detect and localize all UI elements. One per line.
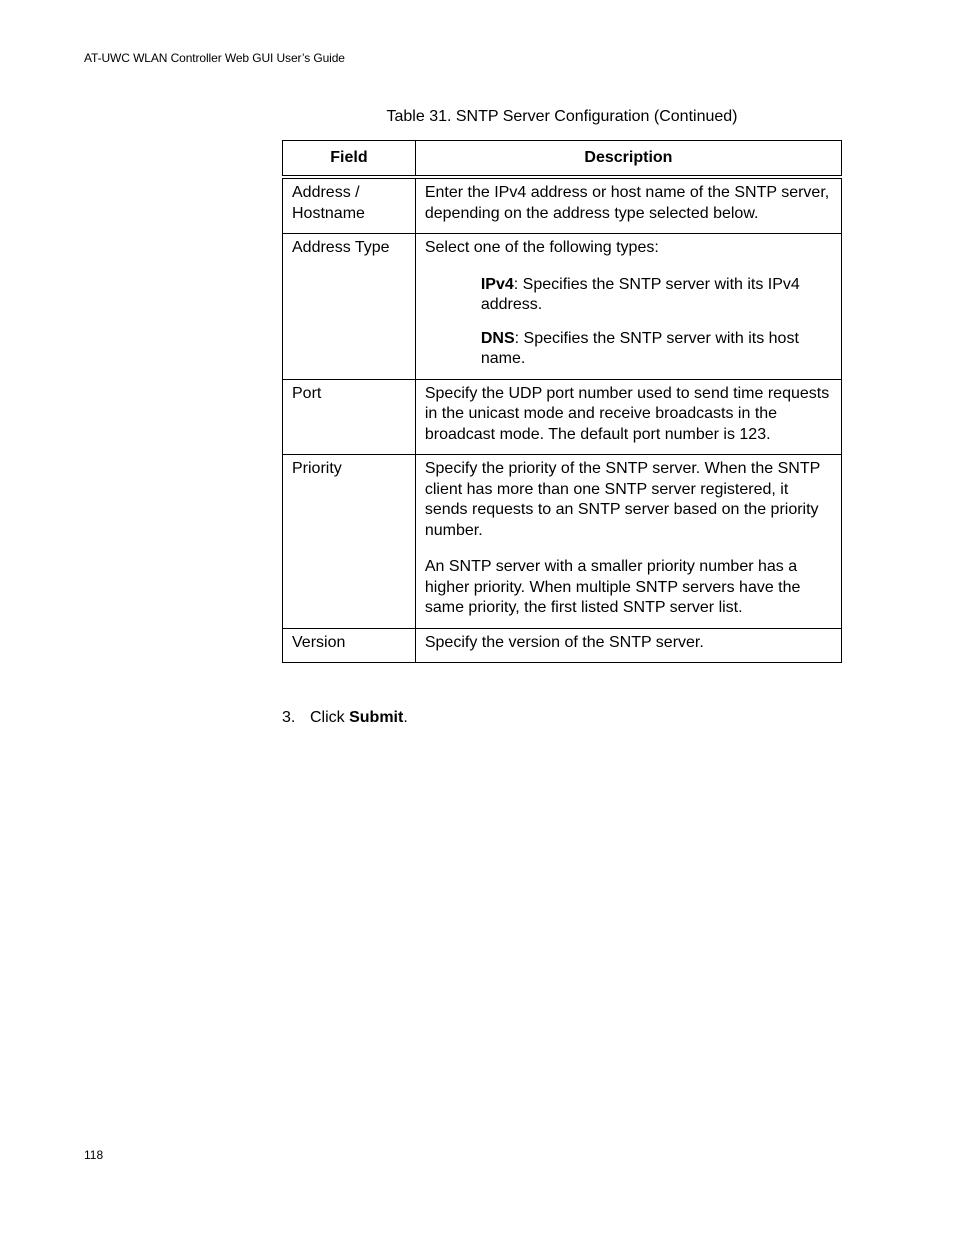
- description-text: An SNTP server with a smaller priority number has a higher priority. When multiple SNTP servers have the same priority, the first listed SNTP server list.: [424, 558, 801, 616]
- submit-label: Submit: [349, 709, 404, 726]
- description-cell: [415, 379, 841, 455]
- field-cell: Priority: [283, 455, 416, 629]
- column-header-description: Description: [415, 141, 841, 178]
- option-item-ipv4: [481, 275, 832, 316]
- table-row: [283, 379, 842, 455]
- field-cell: Version: [283, 628, 416, 663]
- table-row: [283, 628, 842, 663]
- option-item-dns: [481, 329, 832, 370]
- option-term: IPv4: [480, 275, 514, 293]
- field-cell: Address Type: [283, 234, 416, 380]
- field-cell: Port: [283, 379, 416, 455]
- sntp-config-table: [282, 140, 842, 663]
- description-cell: [415, 628, 841, 663]
- description-text: Specify the UDP port number used to send time requests in the unicast mode and receive broadcasts in the broadcast mode. The default port number is 123.: [424, 384, 830, 443]
- option-term: DNS: [480, 329, 515, 347]
- table-row: [283, 455, 842, 629]
- option-text: : Specifies the SNTP server with its host name.: [480, 329, 799, 367]
- step-submit: [282, 709, 408, 727]
- step-suffix: .: [403, 709, 408, 726]
- description-text: Select one of the following types:: [424, 239, 659, 256]
- table-header-row: [283, 141, 842, 178]
- description-cell: [415, 455, 841, 629]
- field-cell: Address / Hostname: [283, 177, 416, 234]
- table-row: [283, 234, 842, 380]
- description-text: Specify the priority of the SNTP server. When the SNTP client has more than one SNTP server registered, it sends requests to an SNTP server based on the priority number.: [424, 460, 820, 539]
- running-header: AT-UWC WLAN Controller Web GUI User’s Guide: [84, 51, 345, 65]
- option-text: : Specifies the SNTP server with its IPv4 address.: [480, 275, 800, 313]
- description-text: Specify the version of the SNTP server.: [424, 633, 704, 651]
- description-cell: [415, 234, 841, 380]
- table-caption: Table 31. SNTP Server Configuration (Continued): [386, 108, 738, 125]
- step-prefix: Click: [310, 709, 350, 726]
- description-text: Enter the IPv4 address or host name of the SNTP server, depending on the address type selected below.: [424, 184, 830, 222]
- table-row: [283, 177, 842, 234]
- page-number: 118: [84, 1148, 104, 1162]
- step-number: 3.: [282, 709, 296, 726]
- column-header-field: Field: [283, 141, 416, 178]
- description-cell: [415, 177, 841, 234]
